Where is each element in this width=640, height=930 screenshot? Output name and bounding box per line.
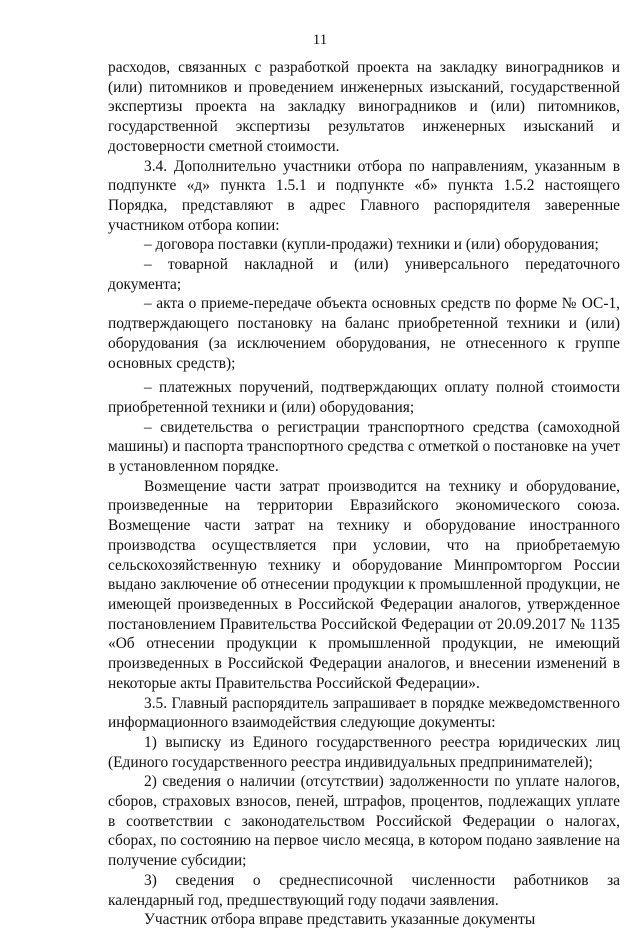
- paragraph: Возмещение части затрат производится на технику и оборудование, произведенные на территории Евразийского экономического союза. Возмещение части затрат на технику и оборудование иностранного производства осуществляется при условии, что на приобретаемую сельскохозяйственную технику и оборудование Минпромторгом России выдано заключение об отнесении продукции к промышленной продукции, не имеющей произведенных в Российской Федерации аналогов, утвержденное постановлением Правительства Российской Федерации от 20.09.2017 № 1135 «Об отнесении продукции к промышленной продукции, не имеющий произведенных в Российской Федерации аналогов, и внесении изменений в некоторые акты Правительства Российской Федерации».: [108, 477, 620, 692]
- list-item: – товарной накладной и (или) универсального передаточного документа;: [108, 256, 620, 293]
- list-item: – договора поставки (купли-продажи) техники и (или) оборудования;: [144, 236, 599, 254]
- page-number: 11: [312, 32, 328, 48]
- list-item: – свидетельства о регистрации транспортного средства (самоходной машины) и паспорта транспортного средства с отметкой о постановке на учет в установленном порядке.: [108, 418, 620, 476]
- list-item: – платежных поручений, подтверждающих оплату полной стоимости приобретенной техники и (или) оборудования;: [108, 379, 620, 416]
- paragraph: 3.5. Главный распорядитель запрашивает в порядке межведомственного информационного взаимодействия следующие документы:: [108, 694, 620, 732]
- paragraph: расходов, связанных с разработкой проекта на закладку виноградников и (или) питомников и проведением инженерных изысканий, государственной экспертизы проекта на закладку виноградников и (или) питомников, государственной экспертизы результатов инженерных изысканий и достоверности сметной стоимости.: [108, 59, 620, 155]
- list-item: – акта о приеме-передаче объекта основных средств по форме № ОС-1, подтверждающего постановку на баланс приобретенной техники и (или) оборудования (за исключением оборудования, не отнесенного к группе основных средств);: [108, 295, 620, 372]
- list-item: 2) сведения о наличии (отсутствии) задолженности по уплате налогов, сборов, страховых взносов, пеней, штрафов, процентов, подлежащих уплате в соответствии с законодательством Российской Федерации о налогах, сборах, по состоянию на первое число месяца, в котором подано заявление на получение субсидии;: [108, 773, 620, 870]
- list-item: 3) сведения о среднесписочной численности работников за календарный год, предшествующий году подачи заявления.: [108, 871, 620, 909]
- paragraph: 3.4. Дополнительно участники отбора по направлениям, указанным в подпункте «д» пункта 1.5.1 и подпункте «б» пункта 1.5.2 настоящего Порядка, представляют в адрес Главного распорядителя заверенные участником отбора копии:: [108, 157, 620, 234]
- paragraph: Участник отбора вправе представить указанные документы: [144, 911, 536, 929]
- document-body: [108, 58, 620, 930]
- list-item: 1) выписку из Единого государственного реестра юридических лиц (Единого государственного реестра индивидуальных предпринимателей);: [108, 733, 620, 771]
